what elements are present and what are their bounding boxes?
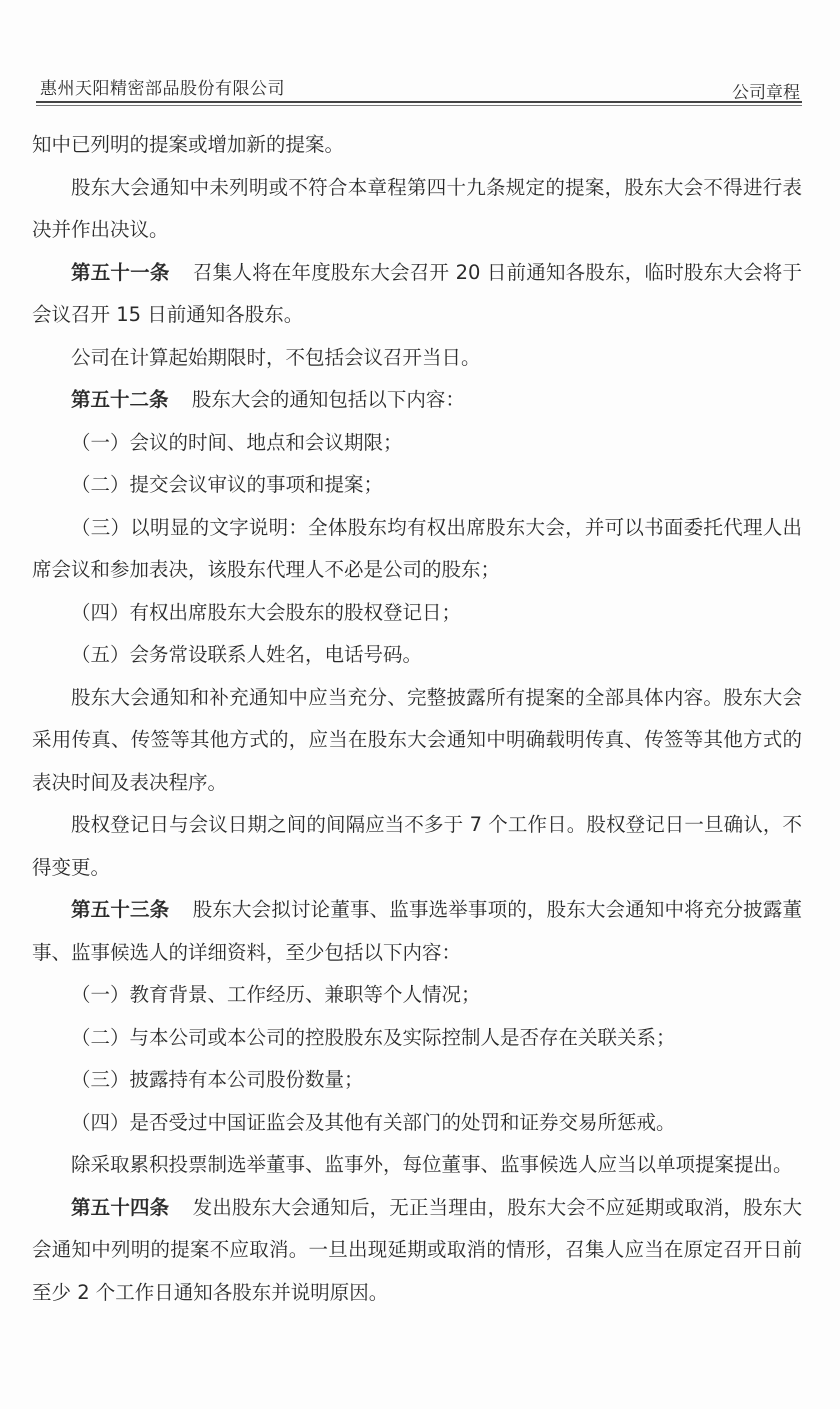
list-item: （四）是否受过中国证监会及其他有关部门的处罚和证券交易所惩戒。 (71, 1110, 676, 1134)
paragraph: 股东大会通知和补充通知中应当充分、完整披露所有提案的全部具体内容。股东大会采用传真、传签等其他方式的，应当在股东大会通知中明确载明传真、传签等其他方式的表决时间及表决程序。 (32, 685, 802, 794)
list-item: （五）会务常设联系人姓名，电话号码。 (71, 643, 423, 666)
paragraph: 公司在计算起始期限时，不包括会议召开当日。 (71, 345, 481, 369)
article-54 (32, 1187, 802, 1315)
paragraph: 股东大会通知中未列明或不符合本章程第四十九条规定的提案，股东大会不得进行表决并作出决议。 (32, 175, 802, 241)
document-body (32, 124, 802, 1314)
list-item: （二）提交会议审议的事项和提案； (71, 473, 384, 496)
document-title: 公司章程 (732, 83, 800, 103)
paragraph: 知中已列明的提案或增加新的提案。 (32, 133, 345, 156)
article-51 (32, 252, 802, 337)
article-text: 召集人将在年度股东大会召开 20 日前通知各股东，临时股东大会将于会议召开 15 日前通知各股东。 (32, 260, 802, 326)
paragraph: 股权登记日与会议日期之间的间隔应当不多于 7 个工作日。股权登记日一旦确认，不得变更。 (32, 813, 802, 879)
list-item: （一）会议的时间、地点和会议期限； (71, 430, 403, 454)
article-text: 股东大会的通知包括以下内容： (191, 388, 465, 411)
article-number: 第五十三条 (71, 898, 170, 921)
list-item: （三）以明显的文字说明：全体股东均有权出席股东大会，并可以书面委托代理人出席会议和参加表决，该股东代理人不必是公司的股东； (32, 515, 802, 581)
article-number: 第五十一条 (71, 260, 170, 284)
article-number: 第五十四条 (71, 1195, 170, 1219)
header-divider-thin (36, 105, 802, 106)
list-item: （二）与本公司或本公司的控股股东及实际控制人是否存在关联关系； (71, 1025, 676, 1049)
article-53 (32, 889, 802, 974)
list-item: （四）有权出席股东大会股东的股权登记日； (71, 600, 462, 624)
company-name: 惠州天阳精密部品股份有限公司 (40, 79, 285, 99)
article-52 (32, 379, 802, 422)
paragraph: 除采取累积投票制选举董事、监事外，每位董事、监事候选人应当以单项提案提出。 (71, 1153, 793, 1176)
list-item: （一）教育背景、工作经历、兼职等个人情况； (71, 983, 481, 1006)
list-item: （三）披露持有本公司股份数量； (71, 1068, 364, 1091)
article-text: 股东大会拟讨论董事、监事选举事项的，股东大会通知中将充分披露董事、监事候选人的详细资料，至少包括以下内容： (32, 898, 802, 964)
article-number: 第五十二条 (71, 388, 169, 411)
page-header (40, 74, 800, 103)
article-text: 发出股东大会通知后，无正当理由，股东大会不应延期或取消，股东大会通知中列明的提案不应取消。一旦出现延期或取消的情形，召集人应当在原定召开日前至少 2 个工作日通知各股东并说明原因。 (32, 1195, 802, 1304)
header-divider (36, 101, 802, 103)
